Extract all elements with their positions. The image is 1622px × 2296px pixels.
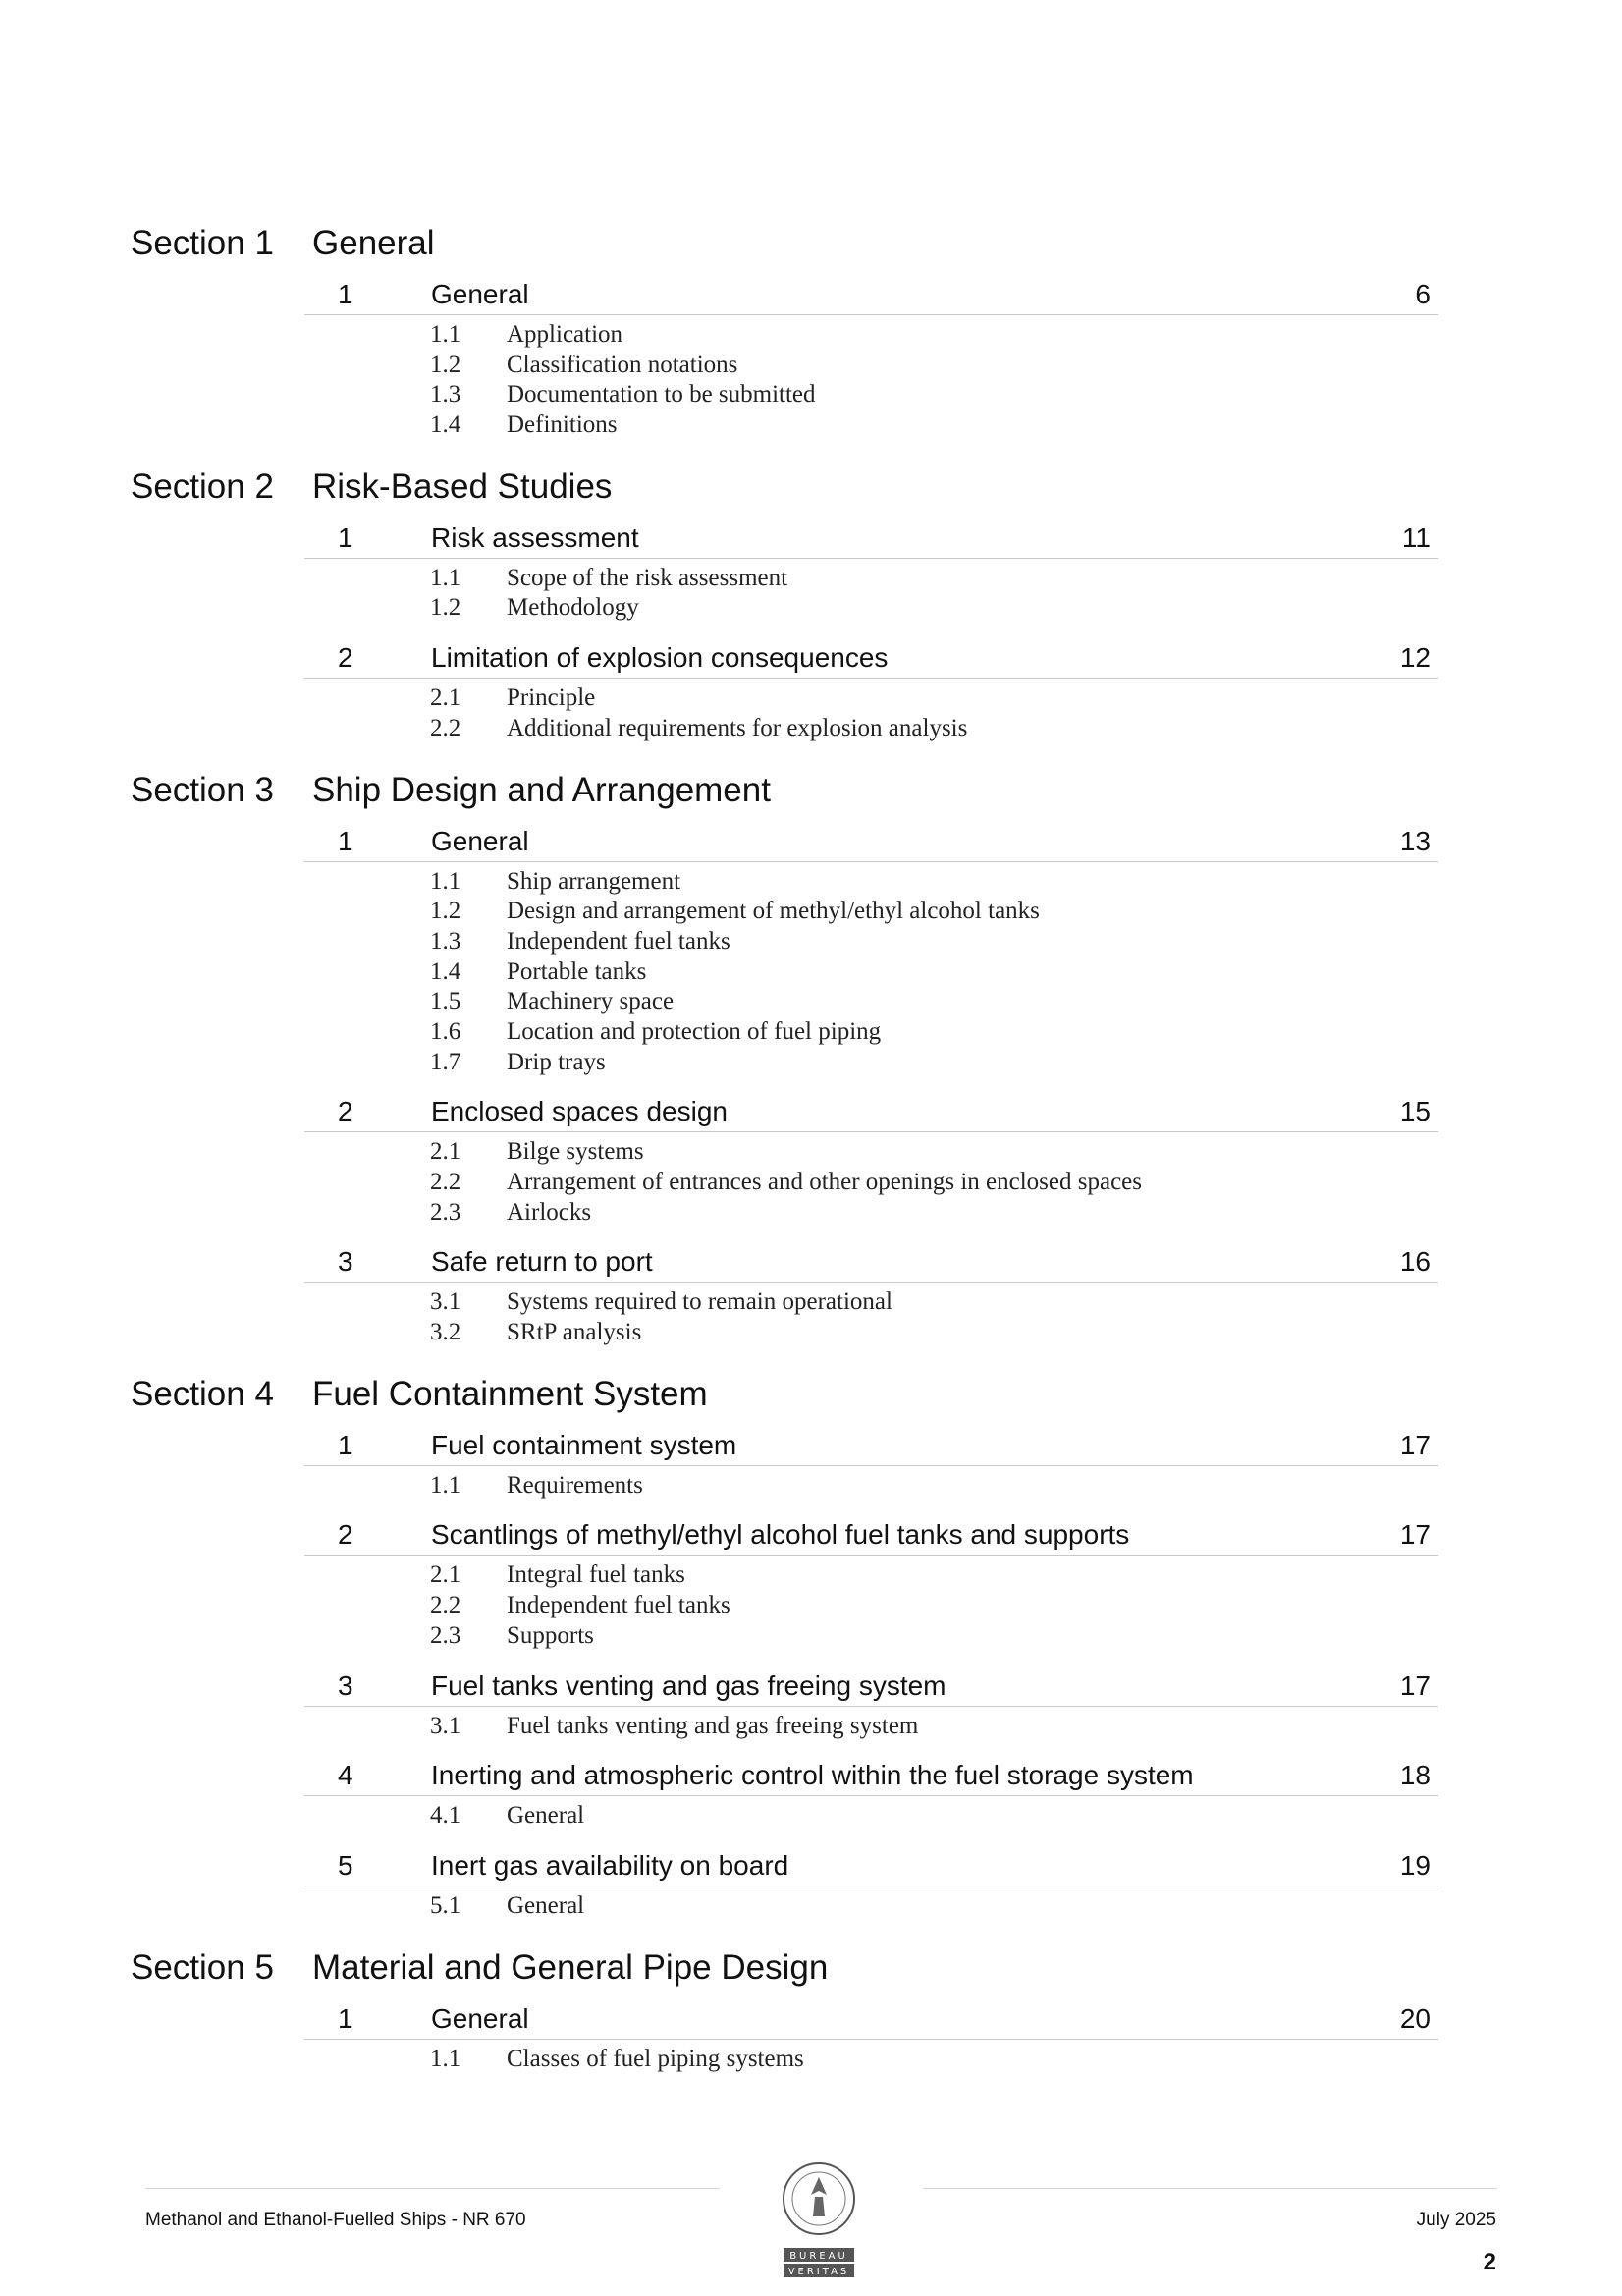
subarticle-entry[interactable]	[0, 1138, 1622, 1169]
subarticle-number: 1.3	[430, 381, 461, 409]
subarticle-title: Documentation to be submitted	[507, 381, 816, 409]
subarticle-title: Systems required to remain operational	[507, 1288, 892, 1316]
toc-article	[0, 818, 1622, 1089]
subarticle-number: 1.1	[430, 321, 461, 348]
section-label: Section 4	[131, 1374, 274, 1413]
subarticle-entry[interactable]	[0, 594, 1622, 625]
footer-rule-right	[923, 2188, 1497, 2189]
subarticle-list	[0, 1466, 1622, 1512]
subarticle-title: Bilge systems	[507, 1138, 644, 1166]
section-title: Material and General Pipe Design	[312, 1947, 829, 1987]
subarticle-entry[interactable]	[0, 988, 1622, 1018]
article-number: 2	[338, 642, 353, 674]
subarticle-list	[0, 862, 1622, 1089]
subarticle-title: Drip trays	[507, 1048, 606, 1075]
subarticle-title: Definitions	[507, 411, 618, 439]
subarticle-title: Additional requirements for explosion analysis	[507, 714, 968, 741]
toc-section	[0, 765, 1622, 1369]
article-title: Limitation of explosion consequences	[431, 642, 889, 674]
subarticle-entry[interactable]	[0, 715, 1622, 745]
subarticle-entry[interactable]	[0, 1049, 1622, 1079]
logo-word-2: VERITAS	[787, 2267, 850, 2277]
subarticle-title: Independent fuel tanks	[507, 927, 730, 955]
subarticle-title: Classification notations	[507, 351, 738, 378]
toc-article	[0, 1663, 1622, 1753]
subarticle-number: 5.1	[430, 1891, 461, 1919]
bureau-veritas-logo	[770, 2156, 868, 2283]
article-title: Fuel tanks venting and gas freeing system	[431, 1669, 946, 1701]
article-number: 1	[338, 521, 353, 553]
article-entry[interactable]	[304, 271, 1438, 315]
article-entry[interactable]	[304, 1842, 1438, 1886]
article-page-number: 20	[1399, 2002, 1431, 2034]
subarticle-number: 1.7	[430, 1048, 461, 1075]
subarticle-entry[interactable]	[0, 898, 1622, 928]
article-entry[interactable]	[304, 634, 1438, 679]
subarticle-title: Location and protection of fuel piping	[507, 1017, 882, 1045]
subarticle-entry[interactable]	[0, 1199, 1622, 1230]
article-number: 3	[338, 1246, 353, 1278]
toc-section	[0, 1942, 1622, 2096]
subarticle-title: Scope of the risk assessment	[507, 564, 788, 591]
article-entry[interactable]	[304, 1238, 1438, 1283]
subarticle-entry[interactable]	[0, 411, 1622, 442]
subarticle-title: Portable tanks	[507, 957, 647, 985]
section-spacer	[0, 1933, 1622, 1942]
section-label: Section 5	[131, 1947, 274, 1987]
article-page-number: 17	[1399, 1519, 1431, 1551]
subarticle-entry[interactable]	[0, 1713, 1622, 1743]
table-of-contents	[0, 218, 1622, 2095]
article-page-number: 13	[1399, 825, 1431, 856]
subarticle-number: 2.2	[430, 1592, 461, 1619]
subarticle-number: 1.4	[430, 957, 461, 985]
subarticle-entry[interactable]	[0, 321, 1622, 352]
section-label: Section 3	[131, 770, 274, 809]
subarticle-title: SRtP analysis	[507, 1319, 642, 1346]
article-title: Safe return to port	[431, 1246, 653, 1278]
subarticle-entry[interactable]	[0, 928, 1622, 958]
subarticle-list	[0, 1886, 1622, 1933]
article-title: Inerting and atmospheric control within the fuel storage system	[431, 1760, 1194, 1791]
toc-section	[0, 462, 1622, 765]
subarticle-number: 1.1	[430, 867, 461, 895]
toc-article	[0, 1752, 1622, 1842]
toc-article	[0, 1995, 1622, 2086]
article-title: Scantlings of methyl/ethyl alcohol fuel tanks and supports	[431, 1519, 1130, 1551]
subarticle-number: 1.5	[430, 988, 461, 1015]
subarticle-title: Design and arrangement of methyl/ethyl alcohol tanks	[507, 898, 1040, 925]
subarticle-number: 4.1	[430, 1802, 461, 1830]
subarticle-entry[interactable]	[0, 1018, 1622, 1049]
subarticle-list	[0, 1707, 1622, 1753]
subarticle-entry[interactable]	[0, 1288, 1622, 1319]
subarticle-entry[interactable]	[0, 1169, 1622, 1199]
article-page-number: 11	[1401, 521, 1431, 553]
subarticle-title: Independent fuel tanks	[507, 1592, 730, 1619]
section-label: Section 2	[131, 466, 274, 506]
article-number: 1	[338, 1429, 353, 1460]
section-title: Risk-Based Studies	[312, 466, 613, 506]
toc-article	[0, 1088, 1622, 1238]
article-number: 4	[338, 1760, 353, 1791]
section-heading[interactable]	[0, 218, 1622, 271]
section-spacer	[0, 755, 1622, 765]
article-number: 5	[338, 1849, 353, 1881]
subarticle-list	[0, 679, 1622, 754]
page-number: 2	[1483, 2249, 1496, 2275]
section-spacer	[0, 452, 1622, 462]
section-spacer	[0, 2085, 1622, 2095]
subarticle-entry[interactable]	[0, 958, 1622, 989]
section-heading[interactable]	[0, 1942, 1622, 1995]
subarticle-title: Ship arrangement	[507, 867, 681, 895]
subarticle-entry[interactable]	[0, 1892, 1622, 1923]
subarticle-entry[interactable]	[0, 1622, 1622, 1653]
subarticle-entry[interactable]	[0, 1802, 1622, 1832]
article-entry[interactable]	[304, 1752, 1438, 1796]
subarticle-title: Arrangement of entrances and other openings in enclosed spaces	[507, 1169, 1142, 1195]
subarticle-number: 2.3	[430, 1621, 461, 1649]
toc-article	[0, 634, 1622, 754]
section-title: Ship Design and Arrangement	[312, 770, 771, 809]
article-page-number: 12	[1399, 642, 1431, 674]
subarticle-number: 1.1	[430, 1471, 461, 1499]
subarticle-entry[interactable]	[0, 1561, 1622, 1592]
section-spacer	[0, 1359, 1622, 1369]
article-title: General	[431, 2002, 529, 2034]
subarticle-number: 2.2	[430, 714, 461, 741]
article-page-number: 17	[1399, 1429, 1431, 1460]
subarticle-number: 1.1	[430, 2045, 461, 2072]
subarticle-number: 1.2	[430, 898, 461, 925]
section-title: Fuel Containment System	[312, 1374, 708, 1413]
article-page-number: 16	[1399, 1246, 1431, 1278]
section-heading[interactable]	[0, 765, 1622, 818]
subarticle-list	[0, 1796, 1622, 1842]
subarticle-number: 3.1	[430, 1288, 461, 1316]
toc-section	[0, 1369, 1622, 1942]
subarticle-title: Application	[507, 321, 623, 348]
subarticle-number: 1.6	[430, 1017, 461, 1045]
article-number: 2	[338, 1519, 353, 1551]
article-page-number: 17	[1399, 1669, 1431, 1701]
subarticle-entry[interactable]	[0, 1319, 1622, 1349]
article-title: Risk assessment	[431, 521, 639, 553]
article-title: Fuel containment system	[431, 1429, 737, 1460]
subarticle-title: Machinery space	[507, 988, 675, 1015]
article-title: General	[431, 279, 529, 309]
toc-section	[0, 218, 1622, 462]
subarticle-title: Classes of fuel piping systems	[507, 2045, 804, 2072]
subarticle-list	[0, 315, 1622, 452]
subarticle-entry[interactable]	[0, 684, 1622, 715]
subarticle-title: Fuel tanks venting and gas freeing system	[507, 1712, 919, 1739]
subarticle-list	[0, 1132, 1622, 1238]
subarticle-entry[interactable]	[0, 565, 1622, 595]
subarticle-title: Airlocks	[507, 1198, 592, 1226]
article-entry[interactable]	[304, 1511, 1438, 1556]
section-heading[interactable]	[0, 1369, 1622, 1422]
subarticle-entry[interactable]	[0, 2046, 1622, 2076]
subarticle-title: General	[507, 1802, 585, 1830]
subarticle-title: Integral fuel tanks	[507, 1561, 685, 1589]
subarticle-title: General	[507, 1891, 585, 1919]
toc-article	[0, 1842, 1622, 1933]
article-entry[interactable]	[304, 515, 1438, 559]
footer-document-title: Methanol and Ethanol-Fuelled Ships - NR 670	[145, 2210, 526, 2230]
subarticle-number: 2.1	[430, 1561, 461, 1589]
subarticle-number: 1.4	[430, 411, 461, 439]
subarticle-number: 3.2	[430, 1319, 461, 1346]
article-title: General	[431, 825, 529, 856]
section-title: General	[312, 224, 435, 262]
toc-article	[0, 271, 1622, 452]
subarticle-number: 1.2	[430, 351, 461, 378]
article-number: 1	[338, 279, 353, 309]
article-entry[interactable]	[304, 1422, 1438, 1466]
subarticle-number: 2.2	[430, 1169, 461, 1195]
subarticle-number: 2.3	[430, 1198, 461, 1226]
article-entry[interactable]	[304, 1663, 1438, 1707]
subarticle-number: 2.1	[430, 1138, 461, 1166]
subarticle-list	[0, 559, 1622, 634]
toc-article	[0, 515, 1622, 634]
subarticle-number: 1.2	[430, 594, 461, 622]
article-title: Enclosed spaces design	[431, 1096, 728, 1127]
article-page-number: 6	[1415, 279, 1431, 309]
article-entry[interactable]	[304, 1088, 1438, 1132]
subarticle-number: 2.1	[430, 684, 461, 712]
section-heading[interactable]	[0, 462, 1622, 515]
subarticle-entry[interactable]	[0, 1592, 1622, 1622]
subarticle-entry[interactable]	[0, 352, 1622, 382]
subarticle-number: 3.1	[430, 1712, 461, 1739]
article-entry[interactable]	[304, 1995, 1438, 2040]
subarticle-entry[interactable]	[0, 1472, 1622, 1503]
article-page-number: 19	[1399, 1849, 1431, 1881]
subarticle-list	[0, 1556, 1622, 1662]
subarticle-entry[interactable]	[0, 868, 1622, 899]
subarticle-title: Principle	[507, 684, 596, 712]
logo-word-1: BUREAU	[789, 2251, 848, 2262]
subarticle-number: 1.3	[430, 927, 461, 955]
article-number: 3	[338, 1669, 353, 1701]
subarticle-number: 1.1	[430, 564, 461, 591]
footer-rule-left	[145, 2188, 720, 2189]
subarticle-entry[interactable]	[0, 381, 1622, 411]
subarticle-title: Requirements	[507, 1471, 643, 1499]
subarticle-title: Supports	[507, 1621, 594, 1649]
article-entry[interactable]	[304, 818, 1438, 862]
article-page-number: 15	[1399, 1096, 1431, 1127]
subarticle-list	[0, 2040, 1622, 2086]
article-number: 1	[338, 825, 353, 856]
article-title: Inert gas availability on board	[431, 1849, 789, 1881]
toc-article	[0, 1511, 1622, 1662]
subarticle-list	[0, 1283, 1622, 1358]
section-label: Section 1	[131, 224, 274, 262]
article-number: 2	[338, 1096, 353, 1127]
article-page-number: 18	[1399, 1760, 1431, 1791]
footer-date: July 2025	[1416, 2210, 1496, 2230]
toc-article	[0, 1422, 1622, 1512]
article-number: 1	[338, 2002, 353, 2034]
toc-article	[0, 1238, 1622, 1358]
subarticle-title: Methodology	[507, 594, 639, 622]
